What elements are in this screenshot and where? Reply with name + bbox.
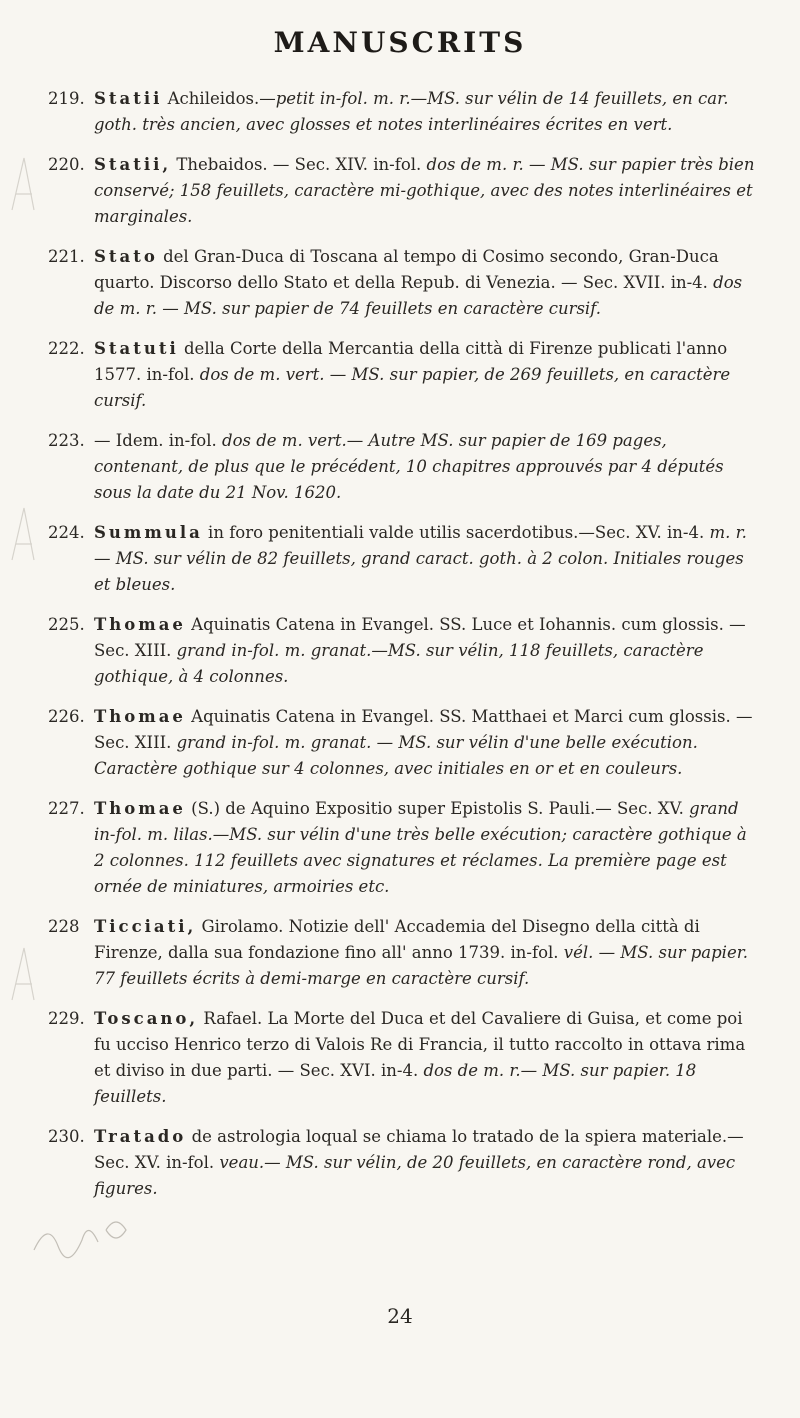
pencil-mark-icon	[8, 500, 38, 570]
entry-author: Statii	[94, 89, 163, 108]
catalog-entry	[48, 244, 760, 322]
entry-text: Achileidos.—	[162, 89, 276, 108]
entry-author: Statii,	[94, 155, 172, 174]
catalog-entry	[48, 152, 760, 230]
entry-text: de astrologia loqual se chiama lo tratado de la spiera materiale.—Sec. XV. in-fol.	[94, 1127, 744, 1172]
entry-number: 230.	[48, 1127, 85, 1146]
catalog-entry	[48, 428, 760, 506]
entry-author: Thomae	[94, 707, 186, 726]
entry-text: del Gran-Duca di Toscana al tempo di Cosimo secondo, Gran-Duca quarto. Discorso dello Stato et della Repub. di Venezia. — Sec. XVII. in-4.	[94, 247, 719, 292]
entry-description: veau.— MS. sur vélin, de 20 feuillets, en caractère rond, avec figures.	[94, 1153, 736, 1198]
entry-text: Girolamo. Notizie dell' Accademia del Disegno della città di Firenze, dalla sua fondazione fino all' anno 1739. in-fol.	[94, 917, 700, 962]
catalog-entry	[48, 86, 760, 138]
entry-description: dos de m. r.— MS. sur papier. 18 feuillets.	[94, 1061, 697, 1106]
entry-number: 229.	[48, 1009, 85, 1028]
entry-text: Aquinatis Catena in Evangel. SS. Matthaei et Marci cum glossis. — Sec. XIII.	[94, 707, 753, 752]
entry-number: 223.	[48, 431, 85, 450]
entry-text: Thebaidos. — Sec. XIV. in-fol.	[171, 155, 427, 174]
entry-number: 222.	[48, 339, 85, 358]
entry-description: grand in-fol. m. granat. — MS. sur vélin d'une belle exécution. Caractère gothique sur 4 colonnes, avec initiales en or et en couleurs.	[94, 733, 698, 778]
entry-number: 227.	[48, 799, 85, 818]
pencil-mark-icon	[8, 940, 38, 1010]
catalog-entry	[48, 612, 760, 690]
entry-text: della Corte della Mercantia della città di Firenze publicati l'anno 1577. in-fol.	[94, 339, 728, 384]
entry-list	[48, 86, 760, 1216]
catalog-entry	[48, 520, 760, 598]
entry-number: 224.	[48, 523, 85, 542]
pencil-scribble-icon	[28, 1180, 138, 1260]
entry-description: dos de m. r. — MS. sur papier très bien conservé; 158 feuillets, caractère mi-gothique, avec des notes interlinéaires et marginales.	[94, 155, 755, 226]
catalog-entry	[48, 336, 760, 414]
entry-author: Thomae	[94, 615, 186, 634]
entry-author: Summula	[94, 523, 203, 542]
entry-text: Aquinatis Catena in Evangel. SS. Luce et Iohannis. cum glossis. — Sec. XIII.	[94, 615, 746, 660]
page-title: MANUSCRITS	[273, 26, 527, 59]
entry-description: grand in-fol. m. lilas.—MS. sur vélin d'une très belle exécution; caractère gothique à 2 colonnes. 112 feuillets avec signatures et réclames. La première page est ornée de miniatures, armoiries etc.	[94, 799, 747, 896]
entry-text: (S.) de Aquino Expositio super Epistolis S. Pauli.— Sec. XV.	[185, 799, 690, 818]
entry-description: dos de m. vert. — MS. sur papier, de 269 feuillets, en caractère cursif.	[94, 365, 731, 410]
catalog-entry	[48, 704, 760, 782]
entry-text: — Idem. in-fol.	[94, 431, 223, 450]
entry-description: dos de m. r. — MS. sur papier de 74 feuillets en caractère cursif.	[94, 273, 743, 318]
entry-number: 221.	[48, 247, 85, 266]
entry-author: Thomae	[94, 799, 186, 818]
entry-description: dos de m. vert.— Autre MS. sur papier de 169 pages, contenant, de plus que le précédent, 10 chapitres approuvés par 4 députés sous la date du 21 Nov. 1620.	[94, 431, 724, 502]
entry-author: Ticciati,	[94, 917, 197, 936]
catalog-entry	[48, 1006, 760, 1110]
entry-description: grand in-fol. m. granat.—MS. sur vélin, 118 feuillets, caractère gothique, à 4 colonnes.	[94, 641, 704, 686]
catalog-entry	[48, 914, 760, 992]
entry-author: Tratado	[94, 1127, 187, 1146]
catalog-entry	[48, 1124, 760, 1202]
entry-author: Toscano,	[94, 1009, 199, 1028]
entry-number: 226.	[48, 707, 85, 726]
entry-description: m. r. — MS. sur vélin de 82 feuillets, grand caract. goth. à 2 colon. Initiales rouges et bleues.	[94, 523, 747, 594]
entry-author: Statuti	[94, 339, 179, 358]
entry-number: 228	[48, 917, 80, 936]
entry-description: vél. — MS. sur papier. 77 feuillets écrits à demi-marge en caractère cursif.	[94, 943, 749, 988]
entry-author: Stato	[94, 247, 158, 266]
entry-number: 219.	[48, 89, 85, 108]
entry-text: Rafael. La Morte del Duca et del Cavaliere di Guisa, et come poi fu ucciso Henrico terzo di Valois Re di Francia, il tutto raccolto in ottava rima et diviso in due parti. — Sec. XVI. in-4.	[94, 1009, 746, 1080]
entry-text: in foro penitentiali valde utilis sacerdotibus.—Sec. XV. in-4.	[202, 523, 710, 542]
entry-number: 225.	[48, 615, 85, 634]
entry-number: 220.	[48, 155, 85, 174]
entry-description: petit in-fol. m. r.—MS. sur vélin de 14 feuillets, en car. goth. très ancien, avec glosses et notes interlinéaires écrites en vert.	[94, 89, 729, 134]
page-number: 24	[387, 1304, 413, 1328]
pencil-mark-icon	[8, 150, 38, 220]
catalog-entry	[48, 796, 760, 900]
